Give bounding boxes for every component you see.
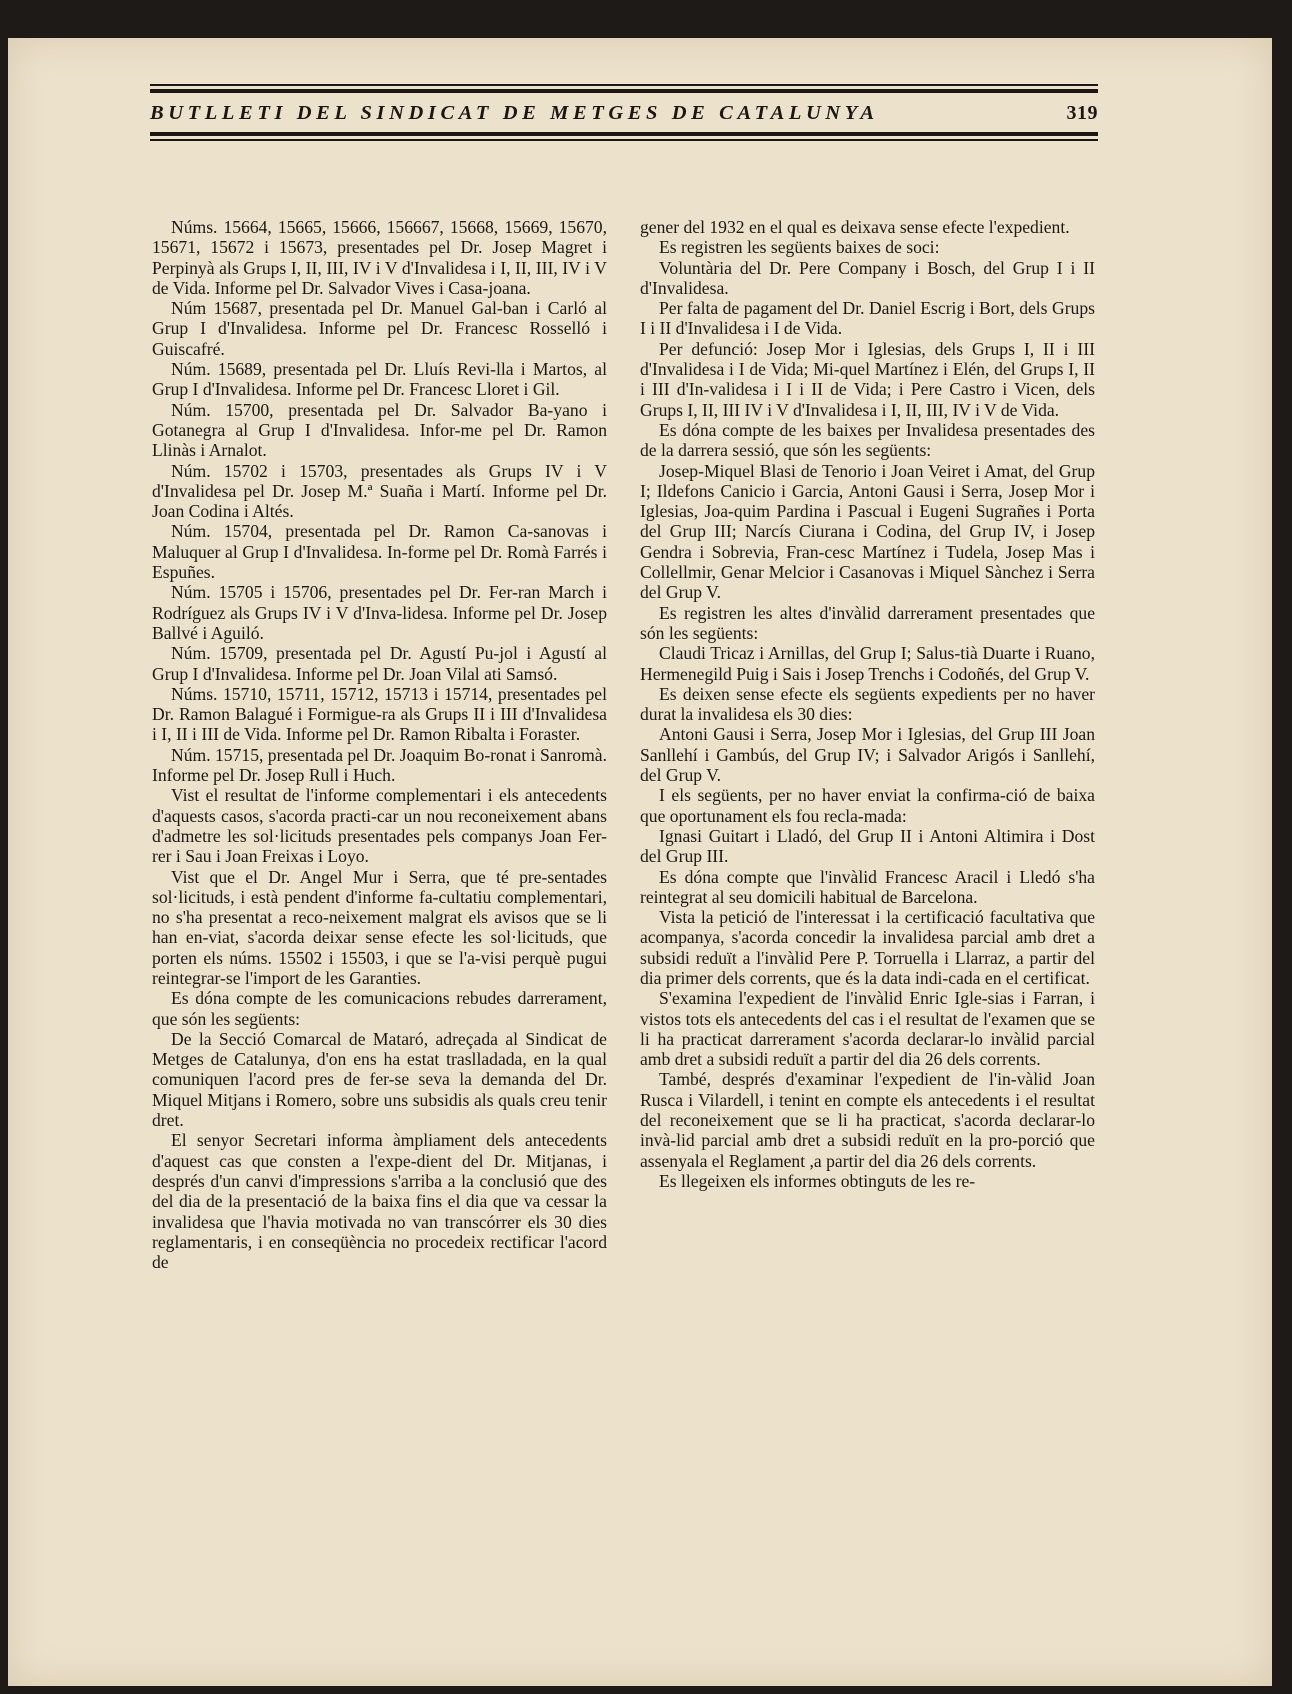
- header-rule: [150, 89, 1098, 93]
- paragraph: Núm. 15705 i 15706, presentades pel Dr. Fer-ran March i Rodríguez als Grups IV i V d'Inva-lidesa. Informe pel Dr. Josep Ballvé i Aguiló.: [152, 582, 607, 643]
- running-header: [150, 84, 1098, 141]
- paragraph: Núm. 15689, presentada pel Dr. Lluís Revi-lla i Martos, al Grup I d'Invalidesa. Informe pel Dr. Francesc Lloret i Gil.: [152, 359, 607, 400]
- paragraph: Per falta de pagament del Dr. Daniel Escrig i Bort, dels Grups I i II d'Invalidesa i I de Vida.: [640, 298, 1095, 339]
- paragraph: Ignasi Guitart i Lladó, del Grup II i Antoni Altimira i Dost del Grup III.: [640, 825, 1095, 867]
- paragraph: gener del 1932 en el qual es deixava sense efecte l'expedient.: [640, 217, 1070, 237]
- paragraph: Núms. 15664, 15665, 15666, 156667, 15668, 15669, 15670, 15671, 15672 i 15673, presentades pel Dr. Josep Magret i Perpinyà als Grups I, II, III, IV i V d'Invalidesa i I, II, III, IV i V de Vida. Informe pel Dr. Salvador Vives i Casa-joana.: [152, 217, 607, 298]
- paragraph: S'examina l'expedient de l'invàlid Enric Igle-sias i Farran, i vistos tots els antecedents del cas i el resultat de l'examen que se li ha practicat darrerament s'acorda declarar-lo invàlid parcial amb dret a subsidi reduït a partir del dia 26 dels corrents.: [640, 988, 1095, 1070]
- paragraph: Núm. 15709, presentada pel Dr. Agustí Pu-jol i Agustí al Grup I d'Invalidesa. Informe pel Dr. Joan Vilal ati Samsó.: [152, 643, 607, 684]
- header-row: [150, 97, 1098, 129]
- paragraph: Núm. 15700, presentada pel Dr. Salvador Ba-yano i Gotanegra al Grup I d'Invalidesa. Infor-me pel Dr. Ramon Llinàs i Arnalot.: [152, 399, 607, 461]
- right-column: [640, 217, 1095, 1191]
- paragraph: Es registren les altes d'invàlid darrerament presentades que són les següents:: [640, 602, 1095, 643]
- header-bottom-rules: [150, 132, 1098, 141]
- header-rule: [150, 139, 1098, 141]
- paragraph: Núm. 15715, presentada pel Dr. Joaquim Bo-ronat i Sanromà. Informe pel Dr. Josep Rull i Huch.: [152, 744, 607, 786]
- paragraph: Voluntària del Dr. Pere Company i Bosch, del Grup I i II d'Invalidesa.: [640, 257, 1095, 298]
- paragraph: Núm. 15702 i 15703, presentades als Grups IV i V d'Invalidesa pel Dr. Josep M.ª Suaña i Martí. Informe pel Dr. Joan Codina i Altés.: [152, 460, 607, 522]
- paragraph: Antoni Gausi i Serra, Josep Mor i Iglesias, del Grup III Joan Sanllehí i Gambús, del Grup IV; i Salvador Arigós i Sanllehí, del Grup V.: [640, 724, 1095, 786]
- paragraph: Núm 15687, presentada pel Dr. Manuel Gal-ban i Carló al Grup I d'Invalidesa. Informe pel Dr. Francesc Rosselló i Guiscafré.: [152, 298, 607, 359]
- paragraph: Núm. 15704, presentada pel Dr. Ramon Ca-sanovas i Maluquer al Grup I d'Invalidesa. In-forme pel Dr. Romà Farrés i Espuñes.: [152, 521, 607, 583]
- paragraph: Es dóna compte de les baixes per Invalidesa presentades des de la darrera sessió, que són les següents:: [640, 419, 1095, 461]
- paragraph: Vist que el Dr. Angel Mur i Serra, que té pre-sentades sol·licituds, i està pendent d'informe fa-cultatiu complementari, no s'ha presentat a reco-neixement malgrat els avisos que se li han en-viat, s'acorda deixar sense efecte les sol·licituds, que porten els núms. 15502 i 15503, i que se l'a-visi perquè pugui reintegrar-se l'import de les Garanties.: [152, 866, 607, 988]
- paragraph: Es deixen sense efecte els següents expedients per no haver durat la invalidesa els 30 dies:: [640, 683, 1095, 725]
- paragraph: Es dóna compte que l'invàlid Francesc Aracil i Lledó s'ha reintegrat al seu domicili habitual de Barcelona.: [640, 866, 1095, 907]
- header-top-rules: [150, 84, 1098, 93]
- paragraph: Es dóna compte de les comunicacions rebudes darrerament, que són les següents:: [152, 988, 607, 1029]
- paragraph: També, després d'examinar l'expedient de l'in-vàlid Joan Rusca i Vilardell, i tenint en compte els antecedents i el resultat del reconeixement que se li ha practicat, s'acorda declarar-lo invà-lid parcial amb dret a subsidi reduït en la pro-porció que assenyala el Reglament ,a partir del dia 26 dels corrents.: [640, 1069, 1095, 1171]
- paragraph: De la Secció Comarcal de Mataró, adreçada al Sindicat de Metges de Catalunya, d'on ens ha estat traslladada, en la qual comuniquen l'acord pres de fer-se seva la demanda del Dr. Miquel Mitjans i Romero, sobre uns subsidis als quals creu tenir dret.: [152, 1028, 607, 1131]
- journal-title: BUTLLETI DEL SINDICAT DE METGES DE CATALUNYA: [150, 102, 879, 124]
- header-rule: [150, 132, 1098, 136]
- paragraph: Vist el resultat de l'informe complementari i els antecedents d'aquests casos, s'acorda practi-car un nou reconeixement abans d'admetre les sol·licituds presentades pels companys Joan Fer-rer i Sau i Joan Freixas i Loyo.: [152, 785, 607, 867]
- paragraph: Per defunció: Josep Mor i Iglesias, dels Grups I, II i III d'Invalidesa i I de Vida; Mi-quel Martínez i Elén, del Grups I, II i III d'In-validesa i I i II de Vida; i Pere Castro i Vicen, dels Grups I, II, III IV i V d'Invalidesa i I, II, III, IV i V de Vida.: [640, 338, 1095, 420]
- paragraph: Núms. 15710, 15711, 15712, 15713 i 15714, presentades pel Dr. Ramon Balagué i Formigue-ra als Grups II i III d'Invalidesa i I, II i III de Vida. Informe pel Dr. Ramon Ribalta i Foraster.: [152, 683, 607, 745]
- page-number: 319: [1066, 102, 1098, 124]
- paragraph: I els següents, per no haver enviat la confirma-ció de baixa que oportunament els fou recla-mada:: [640, 785, 1095, 826]
- header-rule: [150, 84, 1098, 86]
- paragraph: Vista la petició de l'interessat i la certificació facultativa que acompanya, s'acorda concedir la invalidesa parcial amb dret a subsidi reduït a l'invàlid Pere P. Torruella i Llarraz, a partir del dia primer dels corrents, que és la data indi-cada en el certificat.: [640, 907, 1095, 988]
- paragraph: Claudi Tricaz i Arnillas, del Grup I; Salus-tià Duarte i Ruano, Hermenegild Puig i Sais i Josep Trenchs i Codoñés, del Grup V.: [640, 643, 1095, 684]
- paragraph: Josep-Miquel Blasi de Tenorio i Joan Veiret i Amat, del Grup I; Ildefons Canicio i Garcia, Antoni Gausi i Serra, Josep Mor i Iglesias, Joa-quim Pardina i Pascual i Eugeni Sugrañes i Porta del Grup III; Narcís Ciurana i Codina, del Grup IV, i Josep Gendra i Sobrevia, Fran-cesc Martínez i Tudela, Josep Mas i Collellmir, Genar Melcior i Casanovas i Miquel Sànchez i Serra del Grup V.: [640, 460, 1095, 603]
- paragraph: Es registren les següents baixes de soci:: [659, 237, 940, 258]
- paragraph: Es llegeixen els informes obtinguts de les re-: [659, 1170, 976, 1191]
- left-column: [152, 217, 607, 1272]
- paragraph: El senyor Secretari informa àmpliament dels antecedents d'aquest cas que consten a l'expe-dient del Dr. Mitjanas, i després d'un canvi d'impressions s'arriba a la conclusió que des del dia de la presentació de la baixa fins el dia que va cessar la invalidesa que l'havia motivada no van transcórrer els 30 dies reglamentaris, i en conseqüència no procedeix rectificar l'acord de: [152, 1130, 607, 1273]
